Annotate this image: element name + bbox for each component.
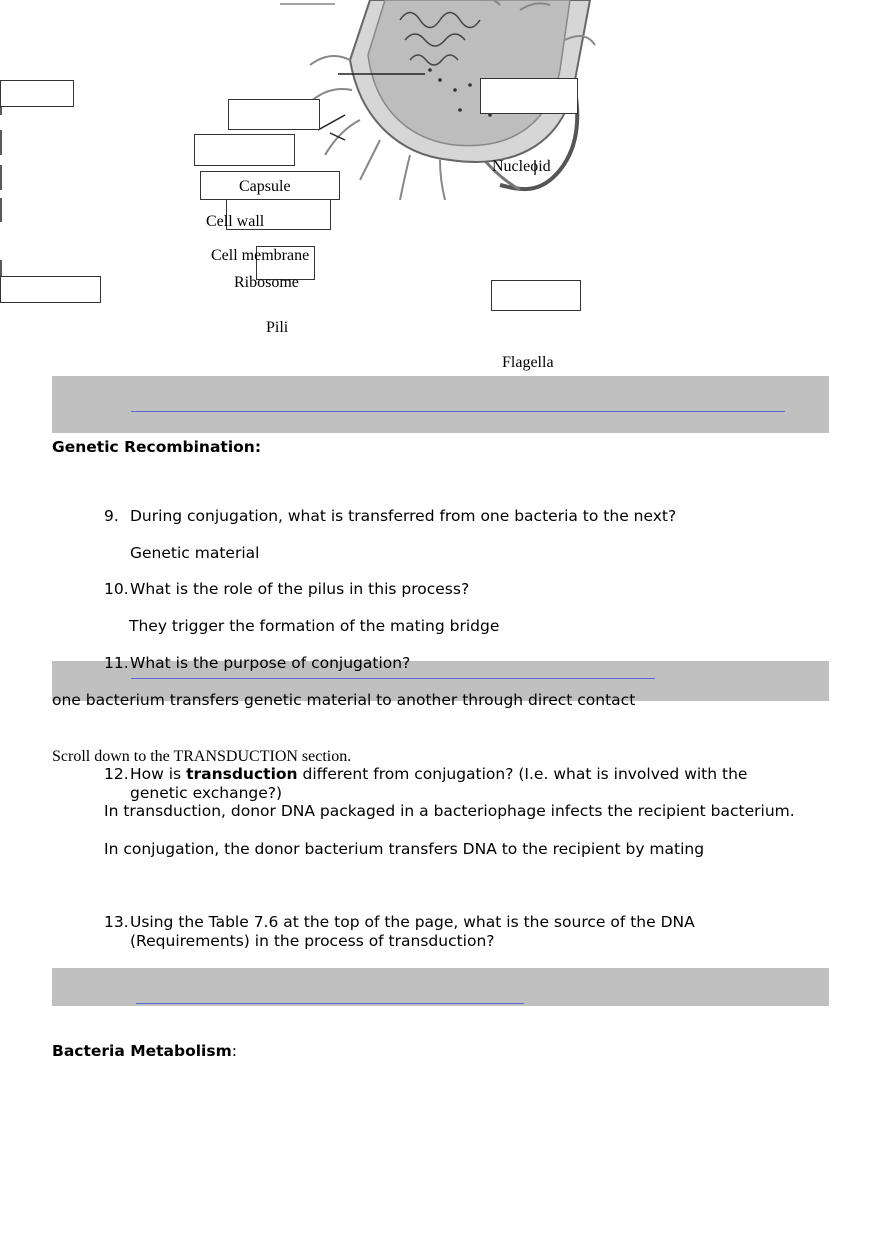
question-13-text-line2: (Requirements) in the process of transduction? — [130, 932, 495, 950]
label-pili: Pili — [266, 319, 289, 336]
label-box-4[interactable] — [194, 134, 295, 166]
question-12-number: 12. — [104, 765, 129, 783]
question-9-answer[interactable]: Genetic material — [130, 544, 260, 562]
label-box-1[interactable] — [0, 80, 74, 107]
question-12-text-end: different from conjugation? (I.e. what is involved with the — [297, 765, 748, 783]
bacteria-metabolism-colon: : — [231, 1042, 237, 1060]
question-9-number: 9. — [104, 507, 119, 525]
label-box-2[interactable] — [228, 99, 320, 130]
bacteria-metabolism-title: Bacteria Metabolism — [52, 1042, 232, 1060]
question-12-text-start: How is — [130, 765, 187, 783]
answer-underline-3[interactable] — [136, 1003, 524, 1004]
label-nucleoid: Nucleoid — [492, 158, 551, 175]
question-9-text: During conjugation, what is transferred from one bacteria to the next? — [130, 507, 677, 525]
question-12-answer-1[interactable]: In transduction, donor DNA packaged in a bacteriophage infects the recipient bacterium. — [104, 802, 795, 820]
question-13-number: 13. — [104, 913, 129, 931]
label-box-8[interactable] — [0, 276, 101, 303]
answer-underline-1[interactable] — [131, 411, 785, 412]
question-12-bold-term: transduction — [186, 765, 298, 783]
question-10-answer[interactable]: They trigger the formation of the mating bridge — [129, 617, 500, 635]
question-12-text — [130, 765, 747, 783]
question-11-text: What is the purpose of conjugation? — [130, 654, 411, 672]
label-capsule: Capsule — [239, 178, 291, 195]
label-ribosome: Ribosome — [234, 274, 299, 291]
question-10-number: 10. — [104, 580, 129, 598]
answer-band-3 — [52, 968, 829, 1006]
section-heading-bacteria-metabolism — [52, 1042, 237, 1060]
question-12-answer-2[interactable]: In conjugation, the donor bacterium transfers DNA to the recipient by mating — [104, 840, 705, 858]
bacterium-illustration — [0, 0, 880, 380]
label-cell-membrane: Cell membrane — [211, 247, 310, 264]
question-11-number: 11. — [104, 654, 129, 672]
answer-band-1 — [52, 376, 829, 433]
question-13-text-line1: Using the Table 7.6 at the top of the page, what is the source of the DNA — [130, 913, 695, 931]
question-11-answer[interactable]: one bacterium transfers genetic material to another through direct contact — [52, 691, 636, 709]
label-box-3[interactable] — [480, 78, 578, 114]
label-flagella: Flagella — [502, 354, 554, 371]
answer-underline-2[interactable] — [131, 678, 655, 679]
label-cell-wall: Cell wall — [206, 213, 265, 230]
question-12-text-line2: genetic exchange?) — [130, 784, 283, 802]
question-10-text: What is the role of the pilus in this process? — [130, 580, 470, 598]
scroll-instruction: Scroll down to the TRANSDUCTION section. — [52, 748, 352, 765]
label-box-9[interactable] — [491, 280, 581, 311]
section-heading-genetic-recombination: Genetic Recombination: — [52, 438, 262, 456]
